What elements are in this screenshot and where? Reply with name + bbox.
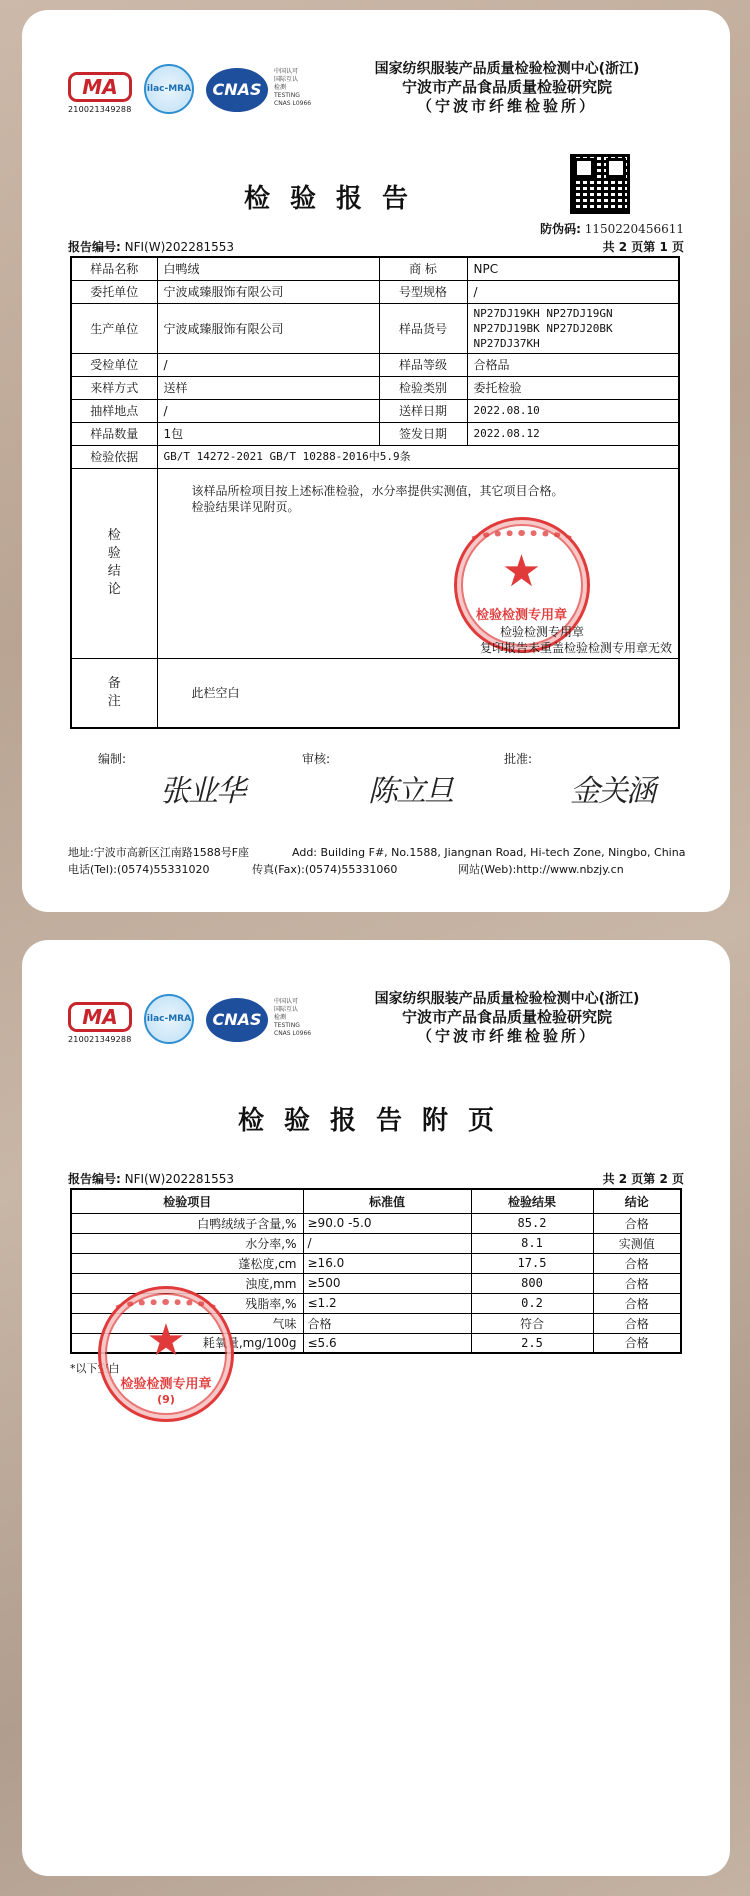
cell-result: 85.2 [471,1213,593,1233]
cell-standard: 合格 [303,1313,471,1333]
table-row [71,1233,681,1253]
ilac-mra-logo: ilac-MRA [144,994,194,1044]
cma-number: 210021349288 [68,105,132,114]
cell-standard: ≥16.0 [303,1253,471,1273]
sku-list: NP27DJ19KH NP27DJ19GN NP27DJ19BK NP27DJ20BK NP27DJ37KH [467,303,679,353]
conclusion-cell: 该样品所检项目按上述标准检验，水分率提供实测值，其它项目合格。 检验结果详见附页。 ★ 检验检测专用章 检验检测专用章 复印报告未重盖检验检测专用章无效 [157,468,679,658]
footnote: *以下空白 [70,1362,120,1375]
report-page-2 [22,940,730,1876]
cma-logo: MA 210021349288 [68,1002,132,1044]
col-header-conclusion: 结论 [593,1189,681,1213]
appendix-title: 检验报告附页 [237,1106,514,1136]
seal-note: 复印报告未重盖检验检测专用章无效 [479,640,672,655]
cell-result: 0.2 [471,1293,593,1313]
col-header-standard: 标准值 [303,1189,471,1213]
appendix-meta: 报告编号: NFI(W)202281553 共 2 页第 2 页 [68,1172,684,1186]
cell-standard: ≥90.0 -5.0 [303,1213,471,1233]
remark-label: 备注 [107,675,121,709]
table-row [71,1213,681,1233]
cma-number: 210021349288 [68,1035,132,1044]
cell-standard: ≤1.2 [303,1293,471,1313]
contact-info: 地址:宁波市高新区江南路1588号F座 Add: Building F#, No.1588, Jiangnan Road, Hi-tech Zone, Ningbo, China 电话(Tel):(0574)55331020 传真(Fax):(0574)55331060 网站(Web):http://www.nbzjy.cn [68,846,686,876]
report-number: NFI(W)202281553 [124,240,234,254]
page-count: 共 2 页第 2 页 [602,1172,684,1186]
cell-conclusion: 合格 [593,1313,681,1333]
col-header-item: 检验项目 [71,1189,303,1213]
cell-item: 蓬松度,cm [71,1253,303,1273]
cnas-text: 中国认可 国际互认 检测 TESTING CNAS L0966 [274,68,312,107]
editor-signature: 张业华 [160,774,244,809]
cell-result: 800 [471,1273,593,1293]
cell-item: 浊度,mm [71,1273,303,1293]
remark-value: 此栏空白 [157,658,679,728]
cell-conclusion: 合格 [593,1253,681,1273]
cnas-text: 中国认可 国际互认 检测 TESTING CNAS L0966 [274,998,312,1037]
cell-conclusion: 合格 [593,1273,681,1293]
cnas-logo: CNAS [206,998,268,1042]
anti-fake-code: 防伪码: 1150220456611 [540,222,684,236]
cell-standard: ≤5.6 [303,1333,471,1353]
star-icon: ★ [146,1315,186,1366]
cell-item: 耗氧量,mg/100g [71,1333,303,1353]
page-count: 共 2 页第 1 页 [602,240,684,254]
col-header-result: 检验结果 [471,1189,593,1213]
signatures: 编制: 审核: 批准: 张业华 陈立旦 金关涵 [98,752,654,809]
cell-result: 17.5 [471,1253,593,1273]
cell-conclusion: 合格 [593,1293,681,1313]
cma-logo: MA 210021349288 [68,72,132,114]
cell-item: 白鸭绒绒子含量,% [71,1213,303,1233]
report-table: 样品名称 白鸭绒 商 标 NPC 委托单位 宁波咸臻服饰有限公司 号型规格 / 生产单位 宁波咸臻服饰有限公司 样品货号 NP27DJ19KH NP27DJ19GN NP27DJ19BK NP27DJ20BK NP27DJ37KH 受检单位 / 样品等级 合格品 来样方式 送样 检验类别 委托检验 抽样地点 / 送样日期 2022.08.10 样品数量 1包 签发日期 2022.08.12 检验依据 GB/T 14272-2021 GB/T 10288-2016中5.9条 检验结论 该样品所检项目按上述标准检验，水分率提供实测值，其它项目合格。 检验结果详见附页。 ★ 检验检测专用章 检验检测专用章 复印报告未重盖检验检测专用章无效 备注 此栏空白 [70,256,680,729]
cell-conclusion: 实测值 [593,1233,681,1253]
star-icon: ★ [501,545,542,597]
cell-item: 水分率,% [71,1233,303,1253]
cell-item: 气味 [71,1313,303,1333]
seal-label: 检验检测专用章 [499,624,584,639]
report-page-1 [22,10,730,912]
cell-result: 2.5 [471,1333,593,1353]
institution-name: 国家纺织服装产品质量检验检测中心(浙江) 宁波市产品食品质量检验研究院 （宁波市纤维检验所） [374,991,640,1045]
ilac-mra-logo: ilac-MRA [144,64,194,114]
conclusion-label: 检验结论 [107,528,121,597]
cell-conclusion: 合格 [593,1333,681,1353]
certification-logos [68,64,328,124]
cell-standard: ≥500 [303,1273,471,1293]
certification-logos [68,994,328,1054]
inspection-seal-stamp: ★ 检验检测专用章 [454,517,590,653]
report-number: NFI(W)202281553 [124,1172,234,1186]
qr-code[interactable] [570,154,630,214]
institution-name: 国家纺织服装产品质量检验检测中心(浙江) 宁波市产品食品质量检验研究院 （宁波市纤维检验所） [374,61,640,115]
page-title: 检验报告 [243,184,428,214]
inspection-seal-stamp: ★ 检验检测专用章 (9) [98,1286,234,1422]
reviewer-signature: 陈立旦 [368,774,452,809]
cell-item: 残脂率,% [71,1293,303,1313]
table-row [71,1253,681,1273]
address-en: Add: Building F#, No.1588, Jiangnan Road, Hi-tech Zone, Ningbo, China [292,846,686,859]
cnas-logo: CNAS [206,68,268,112]
report-meta: 报告编号: NFI(W)202281553 共 2 页第 1 页 [68,240,684,254]
cell-conclusion: 合格 [593,1213,681,1233]
cell-result: 符合 [471,1313,593,1333]
cell-result: 8.1 [471,1233,593,1253]
approver-signature: 金关涵 [570,774,654,809]
website-link[interactable]: 网站(Web):http://www.nbzjy.cn [458,863,624,876]
cell-standard: / [303,1233,471,1253]
